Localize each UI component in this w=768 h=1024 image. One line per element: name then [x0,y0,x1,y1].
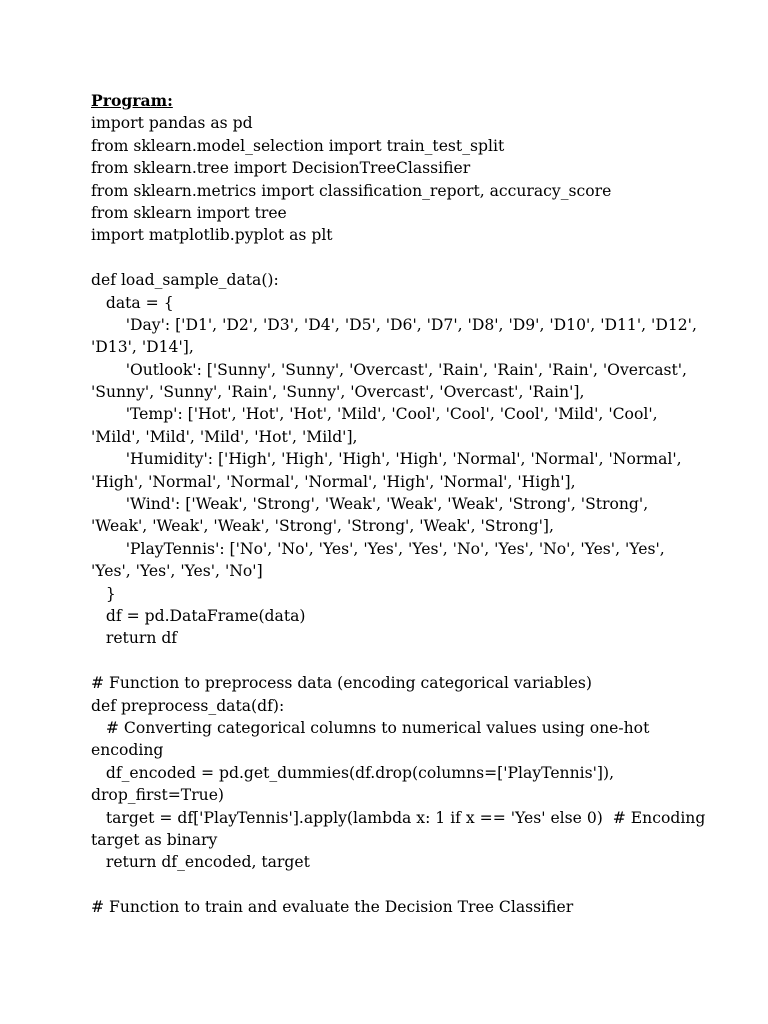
code-line: 'Humidity': ['High', 'High', 'High', 'High', 'Normal', 'Normal', 'Normal', [91,450,682,469]
code-line: 'Wind': ['Weak', 'Strong', 'Weak', 'Weak', 'Weak', 'Strong', 'Strong', [91,495,649,514]
code-line: 'Weak', 'Weak', 'Weak', 'Strong', 'Strong', 'Weak', 'Strong'], [91,517,554,536]
code-line: return df [91,629,178,648]
blank-line [91,650,691,672]
code-line: 'PlayTennis': ['No', 'No', 'Yes', 'Yes', 'Yes', 'No', 'Yes', 'No', 'Yes', 'Yes', [91,539,665,558]
code-line: target = df['PlayTennis'].apply(lambda x: 1 if x == 'Yes' else 0) # Encoding [91,808,706,827]
code-line: # Converting categorical columns to numerical values using one-hot [91,718,650,737]
code-line: 'Outlook': ['Sunny', 'Sunny', 'Overcast', 'Rain', 'Rain', 'Rain', 'Overcast', [91,360,687,379]
code-line: 'Yes', 'Yes', 'Yes', 'No'] [91,562,263,581]
document-page [91,90,706,918]
program-heading: Program: [91,91,173,110]
code-block [91,112,706,918]
code-line: 'Sunny', 'Sunny', 'Rain', 'Sunny', 'Overcast', 'Overcast', 'Rain'], [91,383,585,402]
code-line: target as binary [91,830,218,849]
code-line: df_encoded = pd.get_dummies(df.drop(columns=['PlayTennis']), [91,763,615,782]
code-line: encoding [91,741,164,760]
code-line: } [91,584,116,603]
blank-line [91,874,691,896]
code-line: 'Day': ['D1', 'D2', 'D3', 'D4', 'D5', 'D6', 'D7', 'D8', 'D9', 'D10', 'D11', 'D12', [91,315,697,334]
code-line: drop_first=True) [91,786,225,805]
code-line: return df_encoded, target [91,853,310,872]
code-line: 'Mild', 'Mild', 'Mild', 'Hot', 'Mild'], [91,427,358,446]
code-line: import pandas as pd [91,114,253,133]
code-line: df = pd.DataFrame(data) [91,606,306,625]
code-line: 'D13', 'D14'], [91,338,194,357]
code-line: from sklearn.model_selection import train_test_split [91,136,505,155]
code-line: def load_sample_data(): [91,271,279,290]
code-line: def preprocess_data(df): [91,696,285,715]
code-line: # Function to preprocess data (encoding categorical variables) [91,674,592,693]
blank-line [91,247,691,269]
code-line: from sklearn.tree import DecisionTreeClassifier [91,159,471,178]
code-line: from sklearn.metrics import classification_report, accuracy_score [91,181,612,200]
code-line: 'High', 'Normal', 'Normal', 'Normal', 'High', 'Normal', 'High'], [91,472,576,491]
code-line: # Function to train and evaluate the Decision Tree Classifier [91,898,574,917]
code-line: import matplotlib.pyplot as plt [91,226,333,245]
code-line: data = { [91,293,174,312]
code-line: 'Temp': ['Hot', 'Hot', 'Hot', 'Mild', 'Cool', 'Cool', 'Cool', 'Mild', 'Cool', [91,405,658,424]
code-line: from sklearn import tree [91,203,287,222]
